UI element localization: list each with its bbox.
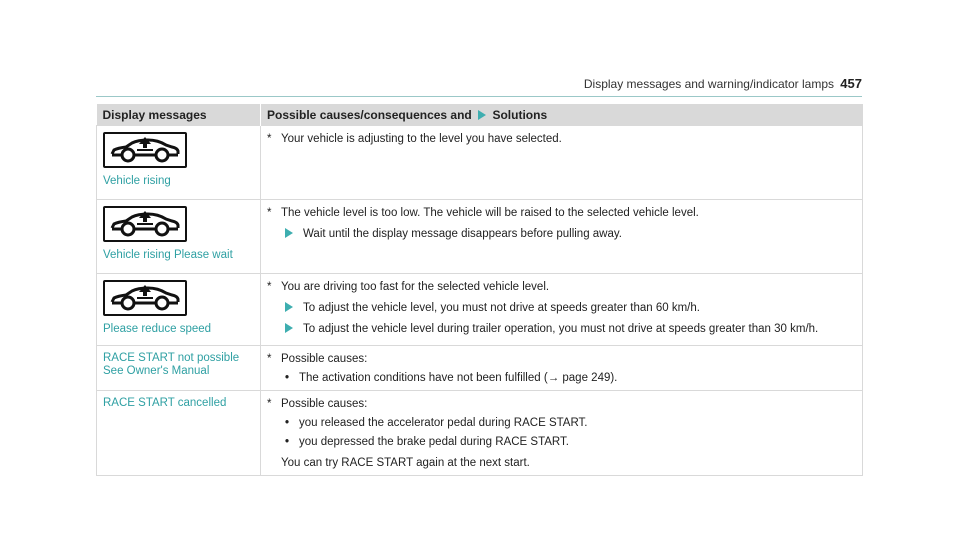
cause-text: You are driving too fast for the selected vehicle level.	[281, 281, 550, 293]
solution-step: To adjust the vehicle level, you must not drive at speeds greater than 60 km/h.	[285, 301, 856, 316]
message-label: Please reduce speed	[103, 323, 212, 335]
arrow-icon	[478, 110, 486, 120]
solution-cell	[261, 274, 863, 346]
table-row	[97, 274, 863, 346]
cause-text: Your vehicle is adjusting to the level you have selected.	[281, 133, 562, 145]
cause-text: Possible causes:	[281, 353, 368, 365]
cause-bullet: • you depressed the brake pedal during RACE START.	[285, 436, 569, 448]
message-label: Vehicle rising Please wait	[103, 249, 233, 261]
message-cell	[97, 391, 261, 476]
table-row	[97, 346, 863, 391]
table-row	[97, 391, 863, 476]
cause-bullet: • The activation conditions have not been fulfilled (→ page 249).	[285, 372, 618, 384]
cause-text: The vehicle level is too low. The vehicle will be raised to the selected vehicle level.	[281, 207, 699, 219]
note-text: You can try RACE START again at the next start.	[281, 457, 530, 469]
cause-text: Possible causes:	[281, 398, 368, 410]
page-header	[96, 76, 862, 97]
message-cell	[97, 274, 261, 346]
column-header-solutions-text: Possible causes/consequences and	[267, 107, 472, 122]
arrow-icon	[285, 302, 293, 312]
solution-cell	[261, 346, 863, 391]
arrow-icon	[285, 323, 293, 333]
header-title: Display messages and warning/indicator lamps	[583, 77, 834, 91]
message-label: Vehicle rising	[103, 175, 171, 187]
page-ref-arrow: →	[547, 372, 560, 384]
marker: *	[267, 353, 272, 365]
column-header-solutions	[261, 104, 863, 126]
marker: *	[267, 281, 272, 293]
vehicle-rising-icon	[103, 280, 187, 316]
message-cell	[97, 346, 261, 391]
message-label: RACE START not possible	[103, 352, 240, 364]
message-cell	[97, 126, 261, 200]
column-header-solutions-text-2: Solutions	[492, 107, 548, 122]
solution-step: To adjust the vehicle level during trailer operation, you must not drive at speeds greater than 30 km/h.	[285, 322, 856, 337]
column-header-messages: Display messages	[97, 104, 261, 126]
cause-bullet: • you released the accelerator pedal during RACE START.	[285, 417, 588, 429]
display-messages-table	[96, 104, 863, 476]
marker: *	[267, 207, 272, 219]
vehicle-rising-icon	[103, 132, 187, 168]
marker: *	[267, 398, 272, 410]
solution-step: Wait until the display message disappears before pulling away.	[285, 227, 856, 242]
solution-cell	[261, 126, 863, 200]
table-row	[97, 200, 863, 274]
table-header-row	[97, 104, 863, 126]
solution-cell	[261, 200, 863, 274]
arrow-icon	[285, 228, 293, 238]
message-label: RACE START cancelled	[103, 397, 227, 409]
page-number: 457	[840, 76, 862, 91]
marker: *	[267, 133, 272, 145]
page-reference-link[interactable]: page 249).	[562, 372, 618, 384]
table-row	[97, 126, 863, 200]
message-label: See Owner's Manual	[103, 365, 210, 377]
message-cell	[97, 200, 261, 274]
solution-cell	[261, 391, 863, 476]
vehicle-rising-icon	[103, 206, 187, 242]
